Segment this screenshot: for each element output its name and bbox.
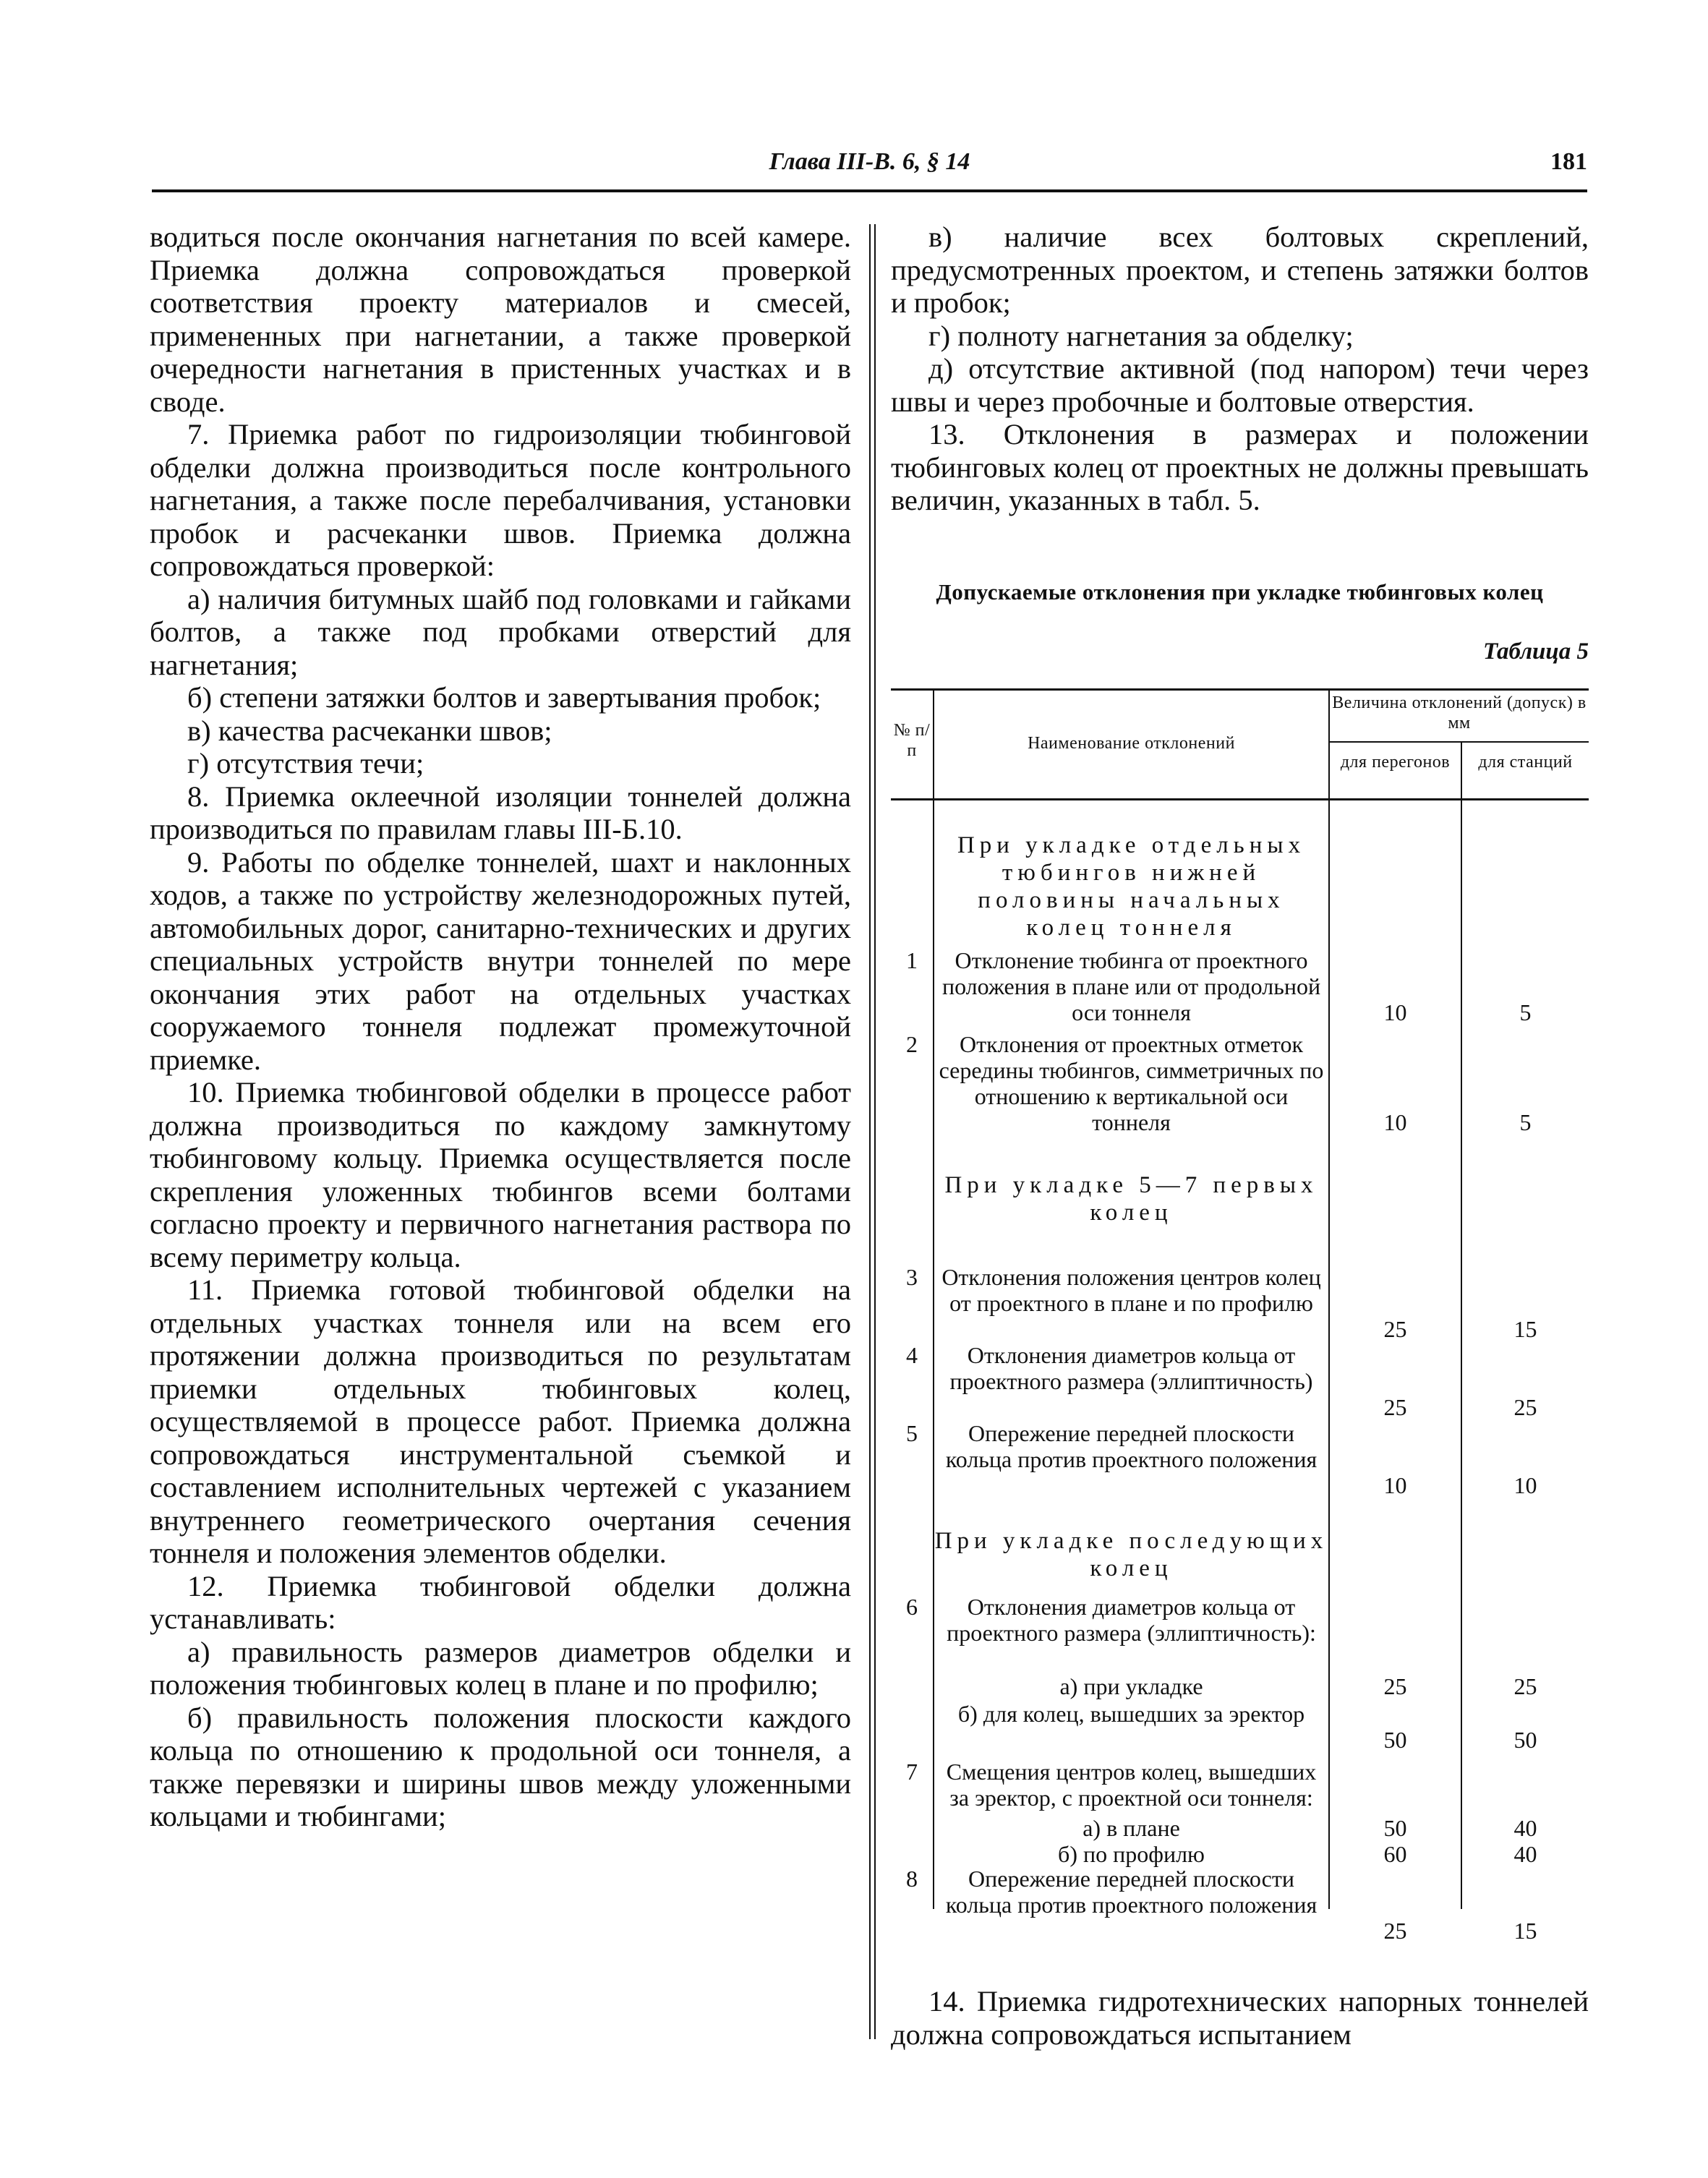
header-col1: для перегонов: [1340, 753, 1451, 772]
row-text: Опережение передней плоскости кольца против проектного положения: [945, 1866, 1318, 1918]
value-col1: 10: [1383, 999, 1407, 1025]
value-col2: 15: [1513, 1316, 1537, 1342]
value-col2: 5: [1519, 1109, 1532, 1135]
paragraph-10: 10. Приемка тюбинговой обделки в процессе работ должна производиться по каждому замкнутому тюбинговому кольцу. Приемка осуществляется после скрепления уложенных тюбингов всеми болтами согласно проекту и первичного нагнетания раствора по всему периметру кольца.: [150, 1076, 851, 1273]
table-title: Допускаемые отклонения при укладке тюбинговых колец: [936, 579, 1544, 605]
value-col1: 25: [1383, 1673, 1407, 1699]
row-text: Отклонения диаметров кольца от проектного размера (эллиптичность):: [947, 1594, 1316, 1646]
deviation-table: [891, 688, 1589, 1903]
value-col2: 10: [1513, 1472, 1537, 1498]
right-column-bottom: [891, 1985, 1589, 2051]
value-col1: 60: [1383, 1841, 1407, 1867]
list-item: б) правильность положения плоскости каждого кольца по отношению к продольной оси тоннеля, а также перевязки и ширины швов между уложенными кольцами и тюбингами;: [150, 1701, 851, 1832]
row-text: Отклонение тюбинга от проектного положения в плане или от продольной оси тоннеля: [941, 947, 1321, 1025]
section-heading: При укладке отдельных тюбингов нижней половины начальных колец тоннеля: [957, 832, 1306, 941]
value-col1: 50: [1383, 1727, 1407, 1753]
paragraph-14: 14. Приемка гидротехнических напорных тоннелей должна сопровождаться испытанием: [891, 1985, 1589, 2051]
row-number: 4: [906, 1342, 918, 1368]
page-header: [152, 148, 1587, 192]
row-text: Отклонения от проектных отметок середины тюбингов, симметричных по отношению к вертикальной оси тоннеля: [939, 1031, 1324, 1135]
column-divider: [869, 224, 876, 2039]
group-header-rule: [1328, 741, 1589, 743]
row-number: 6: [906, 1594, 918, 1620]
header-name: Наименование отклонений: [1028, 734, 1235, 753]
row-text: Опережение передней плоскости кольца против проектного положения: [945, 1420, 1318, 1472]
value-col1: 50: [1383, 1815, 1407, 1841]
value-col1: 25: [1383, 1316, 1407, 1342]
row-number: 5: [906, 1420, 918, 1446]
row-subtext: а) при укладке: [1059, 1673, 1203, 1699]
paragraph-11: 11. Приемка готовой тюбинговой обделки на отдельных участках тоннеля или на всем его протяжении должна производиться по результатам приемки отдельных тюбинговых колец, осуществляемой в процессе работ. Приемка должна сопровождаться инструментальной съемкой и составлением исполнительных чертежей с указанием внутреннего геометрического очертания сечения тоннеля и положения элементов обделки.: [150, 1273, 851, 1569]
left-column: [150, 221, 851, 1833]
row-subtext: б) для колец, вышедших за эректор: [957, 1701, 1305, 1727]
row-number: 1: [906, 947, 918, 973]
table-header-rule: [891, 798, 1589, 800]
chapter-title: Глава III-В. 6, § 14: [769, 148, 970, 175]
header-rule: [152, 189, 1587, 192]
header-col2: для станций: [1478, 753, 1573, 772]
paragraph-7: 7. Приемка работ по гидроизоляции тюбинговой обделки должна производиться после контрольного нагнетания, а также после перебалчивания, установки пробок и расчеканки швов. Приемка должна сопровождаться проверкой:: [150, 418, 851, 582]
value-col1: 10: [1383, 1109, 1407, 1135]
table-vline: [1328, 688, 1330, 1909]
page-number: 181: [1550, 148, 1587, 175]
value-col1: 25: [1383, 1918, 1407, 1944]
value-col2: 50: [1513, 1727, 1537, 1753]
table-top-rule: [891, 688, 1589, 691]
value-col2: 25: [1513, 1394, 1537, 1420]
header-group: Величина отклонений (допуск) в мм: [1332, 693, 1587, 733]
list-item: в) качества расчеканки швов;: [187, 714, 552, 747]
paragraph-13: 13. Отклонения в размерах и положении тюбинговых колец от проектных не должны превышать величин, указанных в табл. 5.: [891, 418, 1589, 516]
paragraph-12: 12. Приемка тюбинговой обделки должна устанавливать:: [150, 1569, 851, 1635]
section-heading: При укладке 5—7 первых колец: [944, 1172, 1318, 1226]
row-subtext: б) по профилю: [1058, 1841, 1205, 1867]
paragraph-8: 8. Приемка оклеечной изоляции тоннелей должна производиться по правилам главы III-Б.10.: [150, 780, 851, 845]
row-number: 7: [906, 1759, 918, 1785]
row-number: 8: [906, 1866, 918, 1892]
row-subtext: а) в плане: [1083, 1815, 1180, 1841]
row-text: Отклонения положения центров колец от проектного в плане и по профилю: [941, 1264, 1321, 1316]
list-item: г) отсутствия течи;: [187, 747, 424, 780]
value-col2: 25: [1513, 1673, 1537, 1699]
value-col1: 10: [1383, 1472, 1407, 1498]
value-col1: 25: [1383, 1394, 1407, 1420]
value-col2: 5: [1519, 999, 1532, 1025]
header-num: № п/п: [893, 721, 931, 760]
row-number: 3: [906, 1264, 918, 1290]
row-text: Смещения центров колец, вышедших за эректор, с проектной оси тоннеля:: [946, 1759, 1317, 1811]
row-number: 2: [906, 1031, 918, 1057]
value-col2: 40: [1513, 1841, 1537, 1867]
right-column: [891, 221, 1589, 517]
value-col2: 40: [1513, 1815, 1537, 1841]
list-item: б) степени затяжки болтов и завертывания пробок;: [187, 681, 821, 714]
row-text: Отклонения диаметров кольца от проектного размера (эллиптичность): [949, 1342, 1313, 1394]
paragraph-9: 9. Работы по обделке тоннелей, шахт и наклонных ходов, а также по устройству железнодорожных путей, автомобильных дорог, санитарно-технических и других специальных устройств внутри тоннелей по мере окончания этих работ на отдельных участках сооружаемого тоннеля подлежат промежуточной приемке.: [150, 845, 851, 1076]
list-item: д) отсутствие активной (под напором) течи через швы и через пробочные и болтовые отверстия.: [891, 352, 1589, 418]
list-item: а) правильность размеров диаметров обделки и положения тюбинговых колец в плане и по профилю;: [150, 1635, 851, 1701]
list-item: а) наличия битумных шайб под головками и гайками болтов, а также под пробками отверстий для нагнетания;: [150, 582, 851, 681]
table-label: Таблица 5: [1482, 639, 1589, 665]
paragraph: водиться после окончания нагнетания по всей камере. Приемка должна сопровождаться проверкой соответствия проекту материалов и смесей, примененных при нагнетании, а также проверкой очередности нагнетания в пристенных участках и в своде.: [150, 221, 851, 418]
section-heading: При укладке последующих колец: [934, 1528, 1328, 1581]
value-col2: 15: [1513, 1918, 1537, 1944]
list-item: в) наличие всех болтовых скреплений, предусмотренных проектом, и степень затяжки болтов и пробок;: [891, 221, 1589, 319]
list-item: г) полноту нагнетания за обделку;: [928, 319, 1354, 352]
